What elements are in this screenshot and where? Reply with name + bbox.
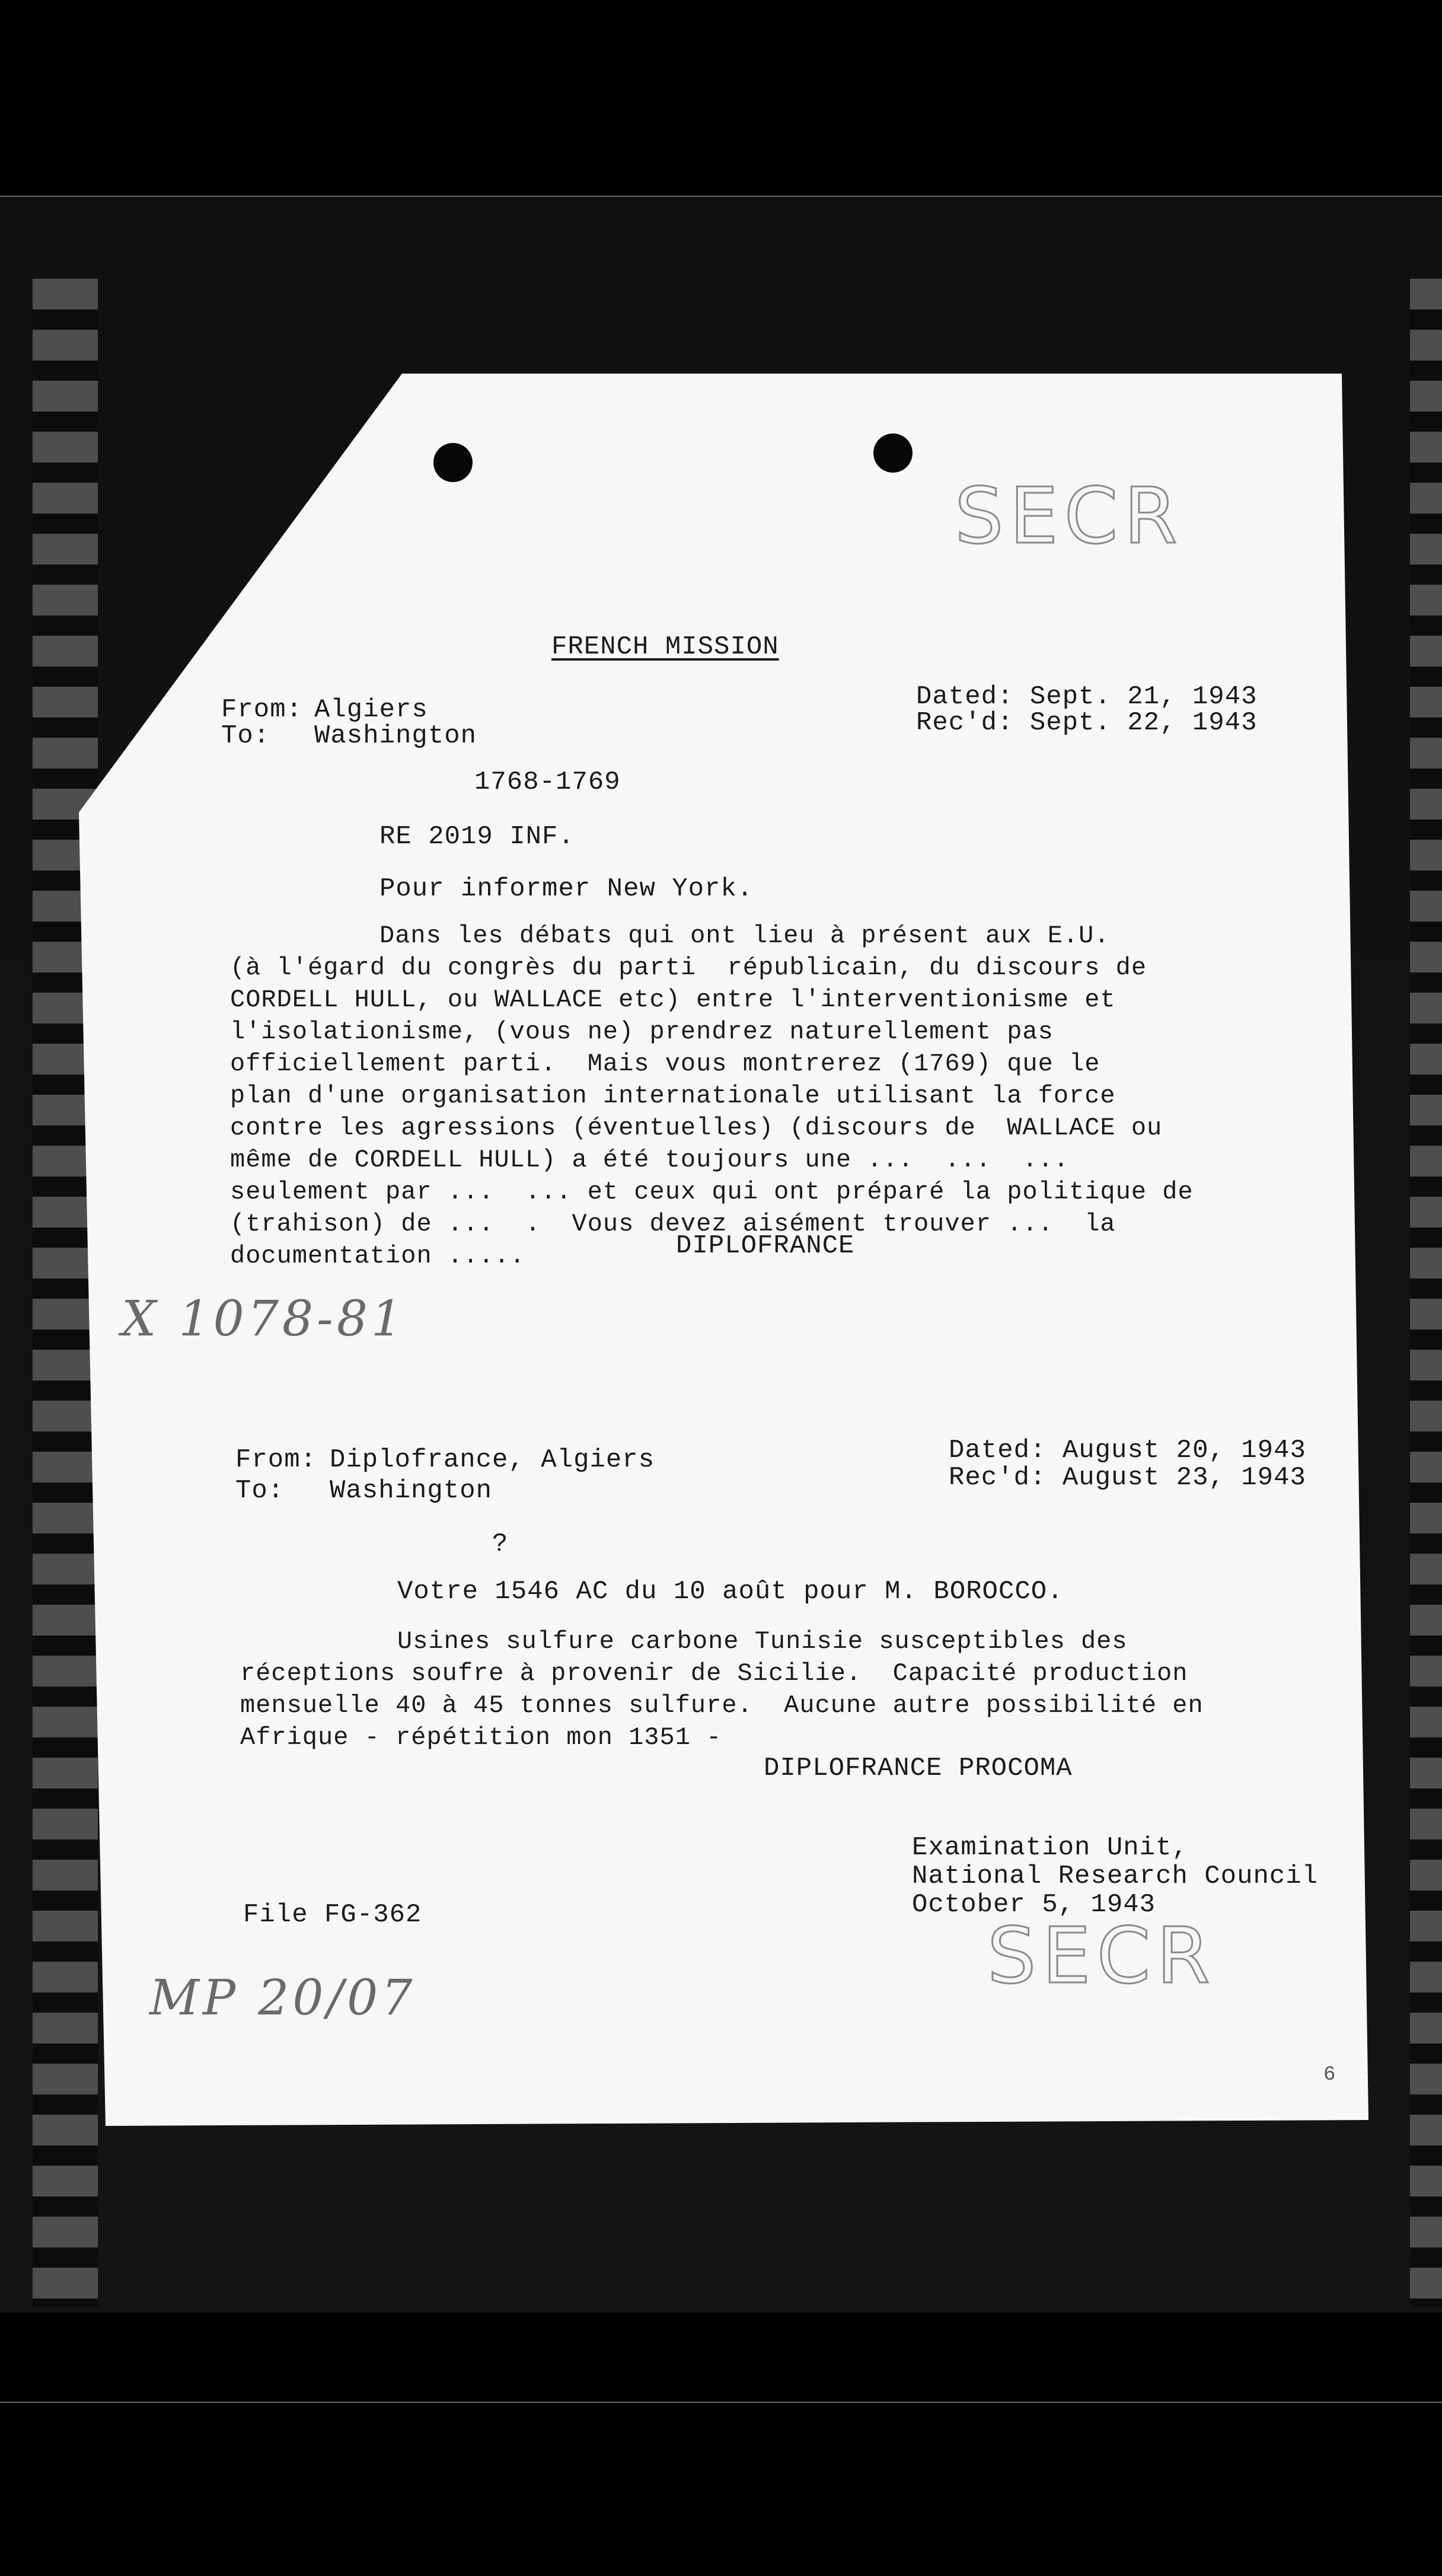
msg2-dated: Dated: August 20, 1943 bbox=[949, 1436, 1306, 1465]
film-edge-line-bottom bbox=[0, 2402, 1442, 2403]
msg2-to-value: Washington bbox=[330, 1476, 493, 1506]
msg1-first-line: Pour informer New York. bbox=[379, 874, 754, 904]
msg1-to-value: Washington bbox=[314, 721, 477, 751]
examination-unit-line: National Research Council bbox=[912, 1861, 1319, 1891]
msg2-body-line: Afrique - répétition mon 1351 - bbox=[240, 1723, 722, 1752]
msg2-body-line: réceptions soufre à provenir de Sicilie. Capacité production bbox=[240, 1659, 1188, 1688]
handwritten-note-file-number: X 1078-81 bbox=[122, 1291, 406, 1347]
msg1-body-line: officiellement parti. Mais vous montrerez (1769) que le bbox=[230, 1050, 1100, 1078]
msg1-signature: DIPLOFRANCE bbox=[676, 1231, 855, 1261]
msg2-number: ? bbox=[492, 1529, 509, 1559]
sprocket-strip-left bbox=[33, 279, 98, 2307]
msg2-from-value: Diplofrance, Algiers bbox=[330, 1445, 655, 1475]
msg1-body-line: documentation ..... bbox=[230, 1242, 525, 1270]
msg1-body-line: (à l'égard du congrès du parti républicain, du discours de bbox=[230, 954, 1147, 982]
msg2-signature: DIPLOFRANCE PROCOMA bbox=[764, 1754, 1073, 1783]
msg1-dated: Dated: Sept. 21, 1943 bbox=[916, 682, 1258, 712]
film-edge-line-top bbox=[0, 196, 1442, 197]
examination-unit-line: Examination Unit, bbox=[912, 1833, 1188, 1863]
handwritten-note-initials: MP 20/07 bbox=[149, 1970, 416, 2026]
msg1-reference: RE 2019 INF. bbox=[379, 822, 575, 852]
msg1-to-label: To: bbox=[221, 721, 270, 751]
msg2-received: Rec'd: August 23, 1943 bbox=[949, 1463, 1306, 1493]
secret-stamp-bottom: SECR bbox=[987, 1911, 1216, 2001]
corner-mark: 6 bbox=[1323, 2064, 1336, 2086]
msg2-from-label: From: bbox=[235, 1445, 317, 1475]
msg1-from-label: From: bbox=[221, 695, 303, 725]
file-reference: File FG-362 bbox=[243, 1900, 422, 1930]
msg2-to-label: To: bbox=[235, 1476, 285, 1506]
msg1-body-line: CORDELL HULL, ou WALLACE etc) entre l'interventionisme et bbox=[230, 986, 1116, 1014]
punch-hole-left bbox=[433, 443, 473, 482]
msg1-number: 1768-1769 bbox=[474, 767, 621, 797]
msg1-body-line: l'isolationisme, (vous ne) prendrez naturellement pas bbox=[230, 1018, 1054, 1046]
msg1-body-line: contre les agressions (éventuelles) (discours de WALLACE ou bbox=[230, 1114, 1163, 1142]
msg1-body-line: même de CORDELL HULL) a été toujours une ... ... ... bbox=[230, 1146, 1070, 1174]
msg2-first-line: Votre 1546 AC du 10 août pour M. BOROCCO. bbox=[397, 1577, 1064, 1606]
msg2-body-line: mensuelle 40 à 45 tonnes sulfure. Aucune autre possibilité en bbox=[240, 1691, 1204, 1720]
secret-stamp-top: SECR bbox=[955, 471, 1183, 561]
msg1-from-value: Algiers bbox=[314, 695, 428, 725]
punch-hole-right bbox=[873, 433, 913, 473]
msg2-body-line: Usines sulfure carbone Tunisie susceptibles des bbox=[397, 1627, 1128, 1656]
msg1-received: Rec'd: Sept. 22, 1943 bbox=[916, 708, 1258, 738]
sprocket-strip-right bbox=[1410, 279, 1442, 2307]
document-header: FRENCH MISSION bbox=[551, 632, 779, 662]
examination-unit-date: October 5, 1943 bbox=[912, 1890, 1156, 1920]
msg1-body-line: plan d'une organisation internationale utilisant la force bbox=[230, 1082, 1116, 1110]
msg1-body-line: Dans les débats qui ont lieu à présent aux E.U. bbox=[379, 922, 1110, 950]
msg1-body-line: (trahison) de ... . Vous devez aisément trouver ... la bbox=[230, 1210, 1116, 1238]
msg1-body-line: seulement par ... ... et ceux qui ont préparé la politique de bbox=[230, 1178, 1194, 1206]
